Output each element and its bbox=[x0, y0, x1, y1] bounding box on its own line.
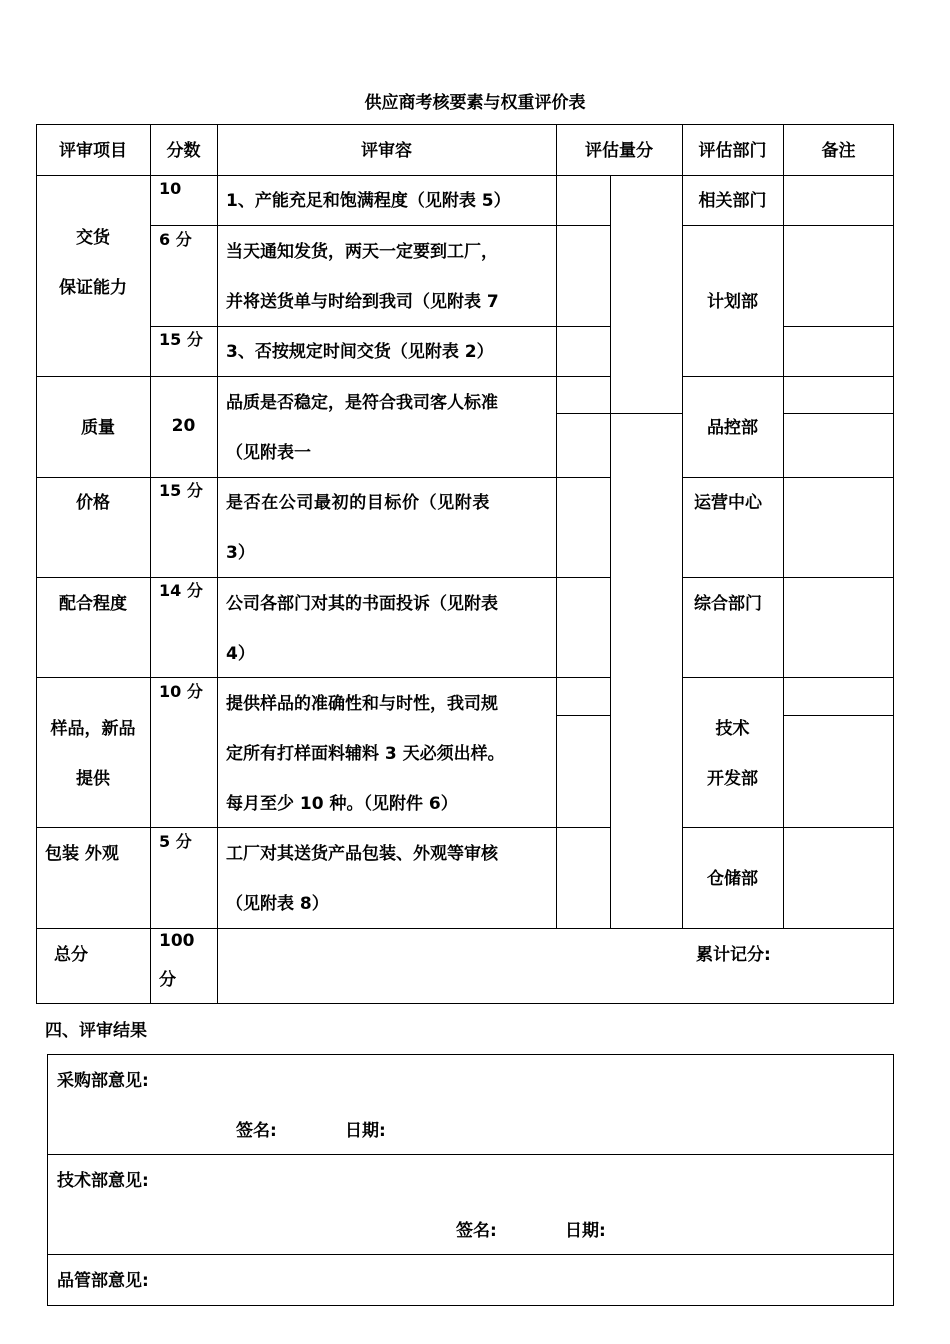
quality-mgmt-opinion-label: 品管部意见: bbox=[57, 1271, 149, 1291]
score-total-l2: 分 bbox=[159, 970, 176, 990]
score-delivery-3: 15 分 bbox=[159, 330, 203, 349]
content-cooperation-l2: 4） bbox=[226, 644, 255, 664]
dept-price: 运营中心 bbox=[694, 493, 762, 513]
item-quality: 质量 bbox=[81, 418, 115, 438]
page-title: 供应商考核要素与权重评价表 bbox=[364, 93, 586, 113]
score-price: 15 分 bbox=[159, 481, 203, 500]
item-delivery-l2: 保证能力 bbox=[59, 278, 127, 298]
item-delivery-l1: 交货 bbox=[76, 228, 110, 248]
item-samples-l2: 提供 bbox=[76, 769, 110, 789]
item-total: 总分 bbox=[54, 945, 88, 965]
item-samples-l1: 样品，新品 bbox=[50, 719, 136, 739]
technical-opinion-label: 技术部意见: bbox=[57, 1171, 149, 1191]
dept-samples-l2: 开发部 bbox=[707, 769, 758, 789]
content-quality-l1: 品质是否稳定，是符合我司客人标准 bbox=[226, 393, 498, 413]
content-price-l1: 是否在公司最初的目标价（见附表 bbox=[226, 493, 490, 513]
content-packaging-l1: 工厂对其送货产品包装、外观等审核 bbox=[226, 844, 498, 864]
score-quality: 20 bbox=[171, 416, 196, 436]
item-price: 价格 bbox=[76, 493, 110, 513]
header-score: 分数 bbox=[166, 141, 201, 161]
purchasing-date-label: 日期: bbox=[345, 1121, 386, 1141]
dept-cooperation: 综合部门 bbox=[694, 594, 762, 614]
content-price-l2: 3） bbox=[226, 543, 255, 563]
header-eval: 评估量分 bbox=[585, 141, 653, 161]
item-cooperation: 配合程度 bbox=[59, 594, 127, 614]
header-content: 评审容 bbox=[361, 141, 412, 161]
purchasing-sign-label: 签名: bbox=[236, 1121, 277, 1141]
dept-quality: 品控部 bbox=[707, 418, 758, 438]
score-samples: 10 分 bbox=[159, 682, 203, 701]
header-dept: 评估部门 bbox=[698, 141, 767, 161]
score-cooperation: 14 分 bbox=[159, 581, 203, 600]
content-samples-l3: 每月至少 10 种。（见附件 6） bbox=[226, 794, 458, 814]
content-packaging-l2: （见附表 8） bbox=[226, 894, 329, 914]
header-note: 备注 bbox=[821, 141, 856, 161]
content-delivery-1: 1、产能充足和饱满程度（见附表 5） bbox=[226, 191, 511, 211]
dept-delivery-2: 计划部 bbox=[707, 292, 758, 312]
content-cooperation-l1: 公司各部门对其的书面投诉（见附表 bbox=[226, 594, 498, 614]
score-delivery-1: 10 bbox=[159, 179, 182, 198]
dept-delivery-1: 相关部门 bbox=[698, 191, 767, 211]
score-total-l1: 100 bbox=[159, 931, 195, 951]
content-quality-l2: （见附表一 bbox=[226, 443, 311, 463]
content-delivery-3: 3、否按规定时间交货（见附表 2） bbox=[226, 342, 494, 362]
content-delivery-2-l2: 并将送货单与时给到我司（见附表 7 bbox=[226, 292, 499, 312]
dept-packaging: 仓储部 bbox=[707, 869, 758, 889]
purchasing-opinion-label: 采购部意见: bbox=[57, 1071, 149, 1091]
score-delivery-2: 6 分 bbox=[159, 230, 192, 249]
item-packaging: 包装 外观 bbox=[45, 844, 119, 864]
header-item: 评审项目 bbox=[59, 141, 127, 161]
cumulative-score-label: 累计记分: bbox=[696, 945, 771, 965]
dept-samples-l1: 技术 bbox=[715, 719, 750, 739]
technical-date-label: 日期: bbox=[565, 1221, 606, 1241]
technical-sign-label: 签名: bbox=[456, 1221, 497, 1241]
score-packaging: 5 分 bbox=[159, 832, 192, 851]
content-samples-l1: 提供样品的准确性和与时性，我司规 bbox=[226, 694, 498, 714]
content-delivery-2-l1: 当天通知发货，两天一定要到工厂， bbox=[226, 242, 498, 262]
content-samples-l2: 定所有打样面料辅料 3 天必须出样。 bbox=[226, 744, 505, 764]
section-heading: 四、评审结果 bbox=[45, 1021, 147, 1041]
